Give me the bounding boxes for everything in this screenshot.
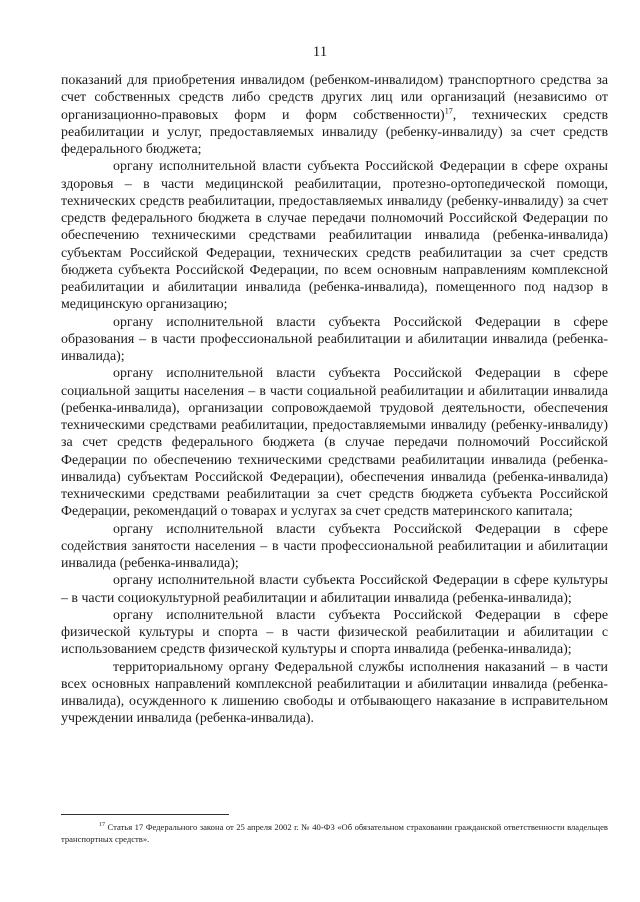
paragraph-1-text-cont: , технических средств реабилитации и услуг, предоставляемых инвалиду (ребенку-инвалиду) за счет средств федерального бюджета; (61, 107, 609, 157)
paragraph-1 (61, 72, 608, 158)
paragraph-healthcare: органу исполнительной власти субъекта Российской Федерации в сфере охраны здоровья – в части медицинской реабилитации, протезно-ортопедической помощи, технических средств реабилитации, предоставляемых инвалиду (ребенку-инвалиду) за счет средств федерального бюджета в случае передачи полномочий Российской Федерации по обеспечению техническими средствами реабилитации инвалида (ребенка-инвалида) субъектам Российской Федерации, технических средств реабилитации за счет средств бюджета субъекта Российской Федерации, по всем основным направлениям комплексной реабилитации и абилитации инвалида (ребенка-инвалида), помещенного под надзор в медицинскую организацию; (61, 159, 608, 313)
footnote-number: 17 (99, 822, 105, 829)
paragraph-penitentiary: территориальному органу Федеральной службы исполнения наказаний – в части всех основных направлений комплексной реабилитации и абилитации инвалида (ребенка-инвалида), осужденного к лишению свободы и отбывающего наказание в исправительном учреждении инвалида (ребенка-инвалида). (61, 659, 608, 727)
paragraph-1-text: показаний для приобретения инвалидом (ребенком-инвалидом) транспортного средства за счет собственных средств либо средств других лиц или организаций (независимо от организационно-правовых форм и форм собственности) (61, 73, 608, 123)
page-number: 11 (312, 44, 328, 60)
paragraph-social-protection: органу исполнительной власти субъекта Российской Федерации в сфере социальной защиты населения – в части социальной реабилитации и абилитации инвалида (ребенка-инвалида), организации сопровождаемой трудовой деятельности, обеспечения техническими средствами реабилитации, предоставляемыми инвалиду (ребенку-инвалиду) за счет средств федерального бюджета (в случае передачи полномочий Российской Федерации по обеспечению техническими средствами реабилитации инвалида (ребенка-инвалида) субъектам Российской Федерации), обеспечения инвалида (ребенка-инвалида) техническими средствами реабилитации за счет средств бюджета субъекта Российской Федерации, рекомендаций о товарах и услугах за счет средств материнского капитала; (61, 366, 608, 520)
footnote (61, 821, 608, 845)
body-text (61, 72, 608, 728)
footnote-text: Статья 17 Федерального закона от 25 апреля 2002 г. № 40-ФЗ «Об обязательном страховании гражданской ответственности владельцев транспортных средств». (61, 822, 608, 844)
paragraph-education: органу исполнительной власти субъекта Российской Федерации в сфере образования – в части профессиональной реабилитации и абилитации инвалида (ребенка-инвалида); (61, 314, 608, 364)
paragraph-employment: органу исполнительной власти субъекта Российской Федерации в сфере содействия занятости населения – в части профессиональной реабилитации и абилитации инвалида (ребенка-инвалида); (61, 521, 608, 571)
footnote-divider (61, 814, 229, 815)
paragraph-culture: органу исполнительной власти субъекта Российской Федерации в сфере культуры – в части социокультурной реабилитации и абилитации инвалида (ребенка-инвалида); (61, 573, 608, 606)
footnote-ref-17[interactable]: 17 (444, 105, 453, 115)
paragraph-sport: органу исполнительной власти субъекта Российской Федерации в сфере физической культуры и спорта – в части физической реабилитации и абилитации с использованием средств физической культуры и спорта инвалида (ребенка-инвалида); (61, 607, 608, 658)
